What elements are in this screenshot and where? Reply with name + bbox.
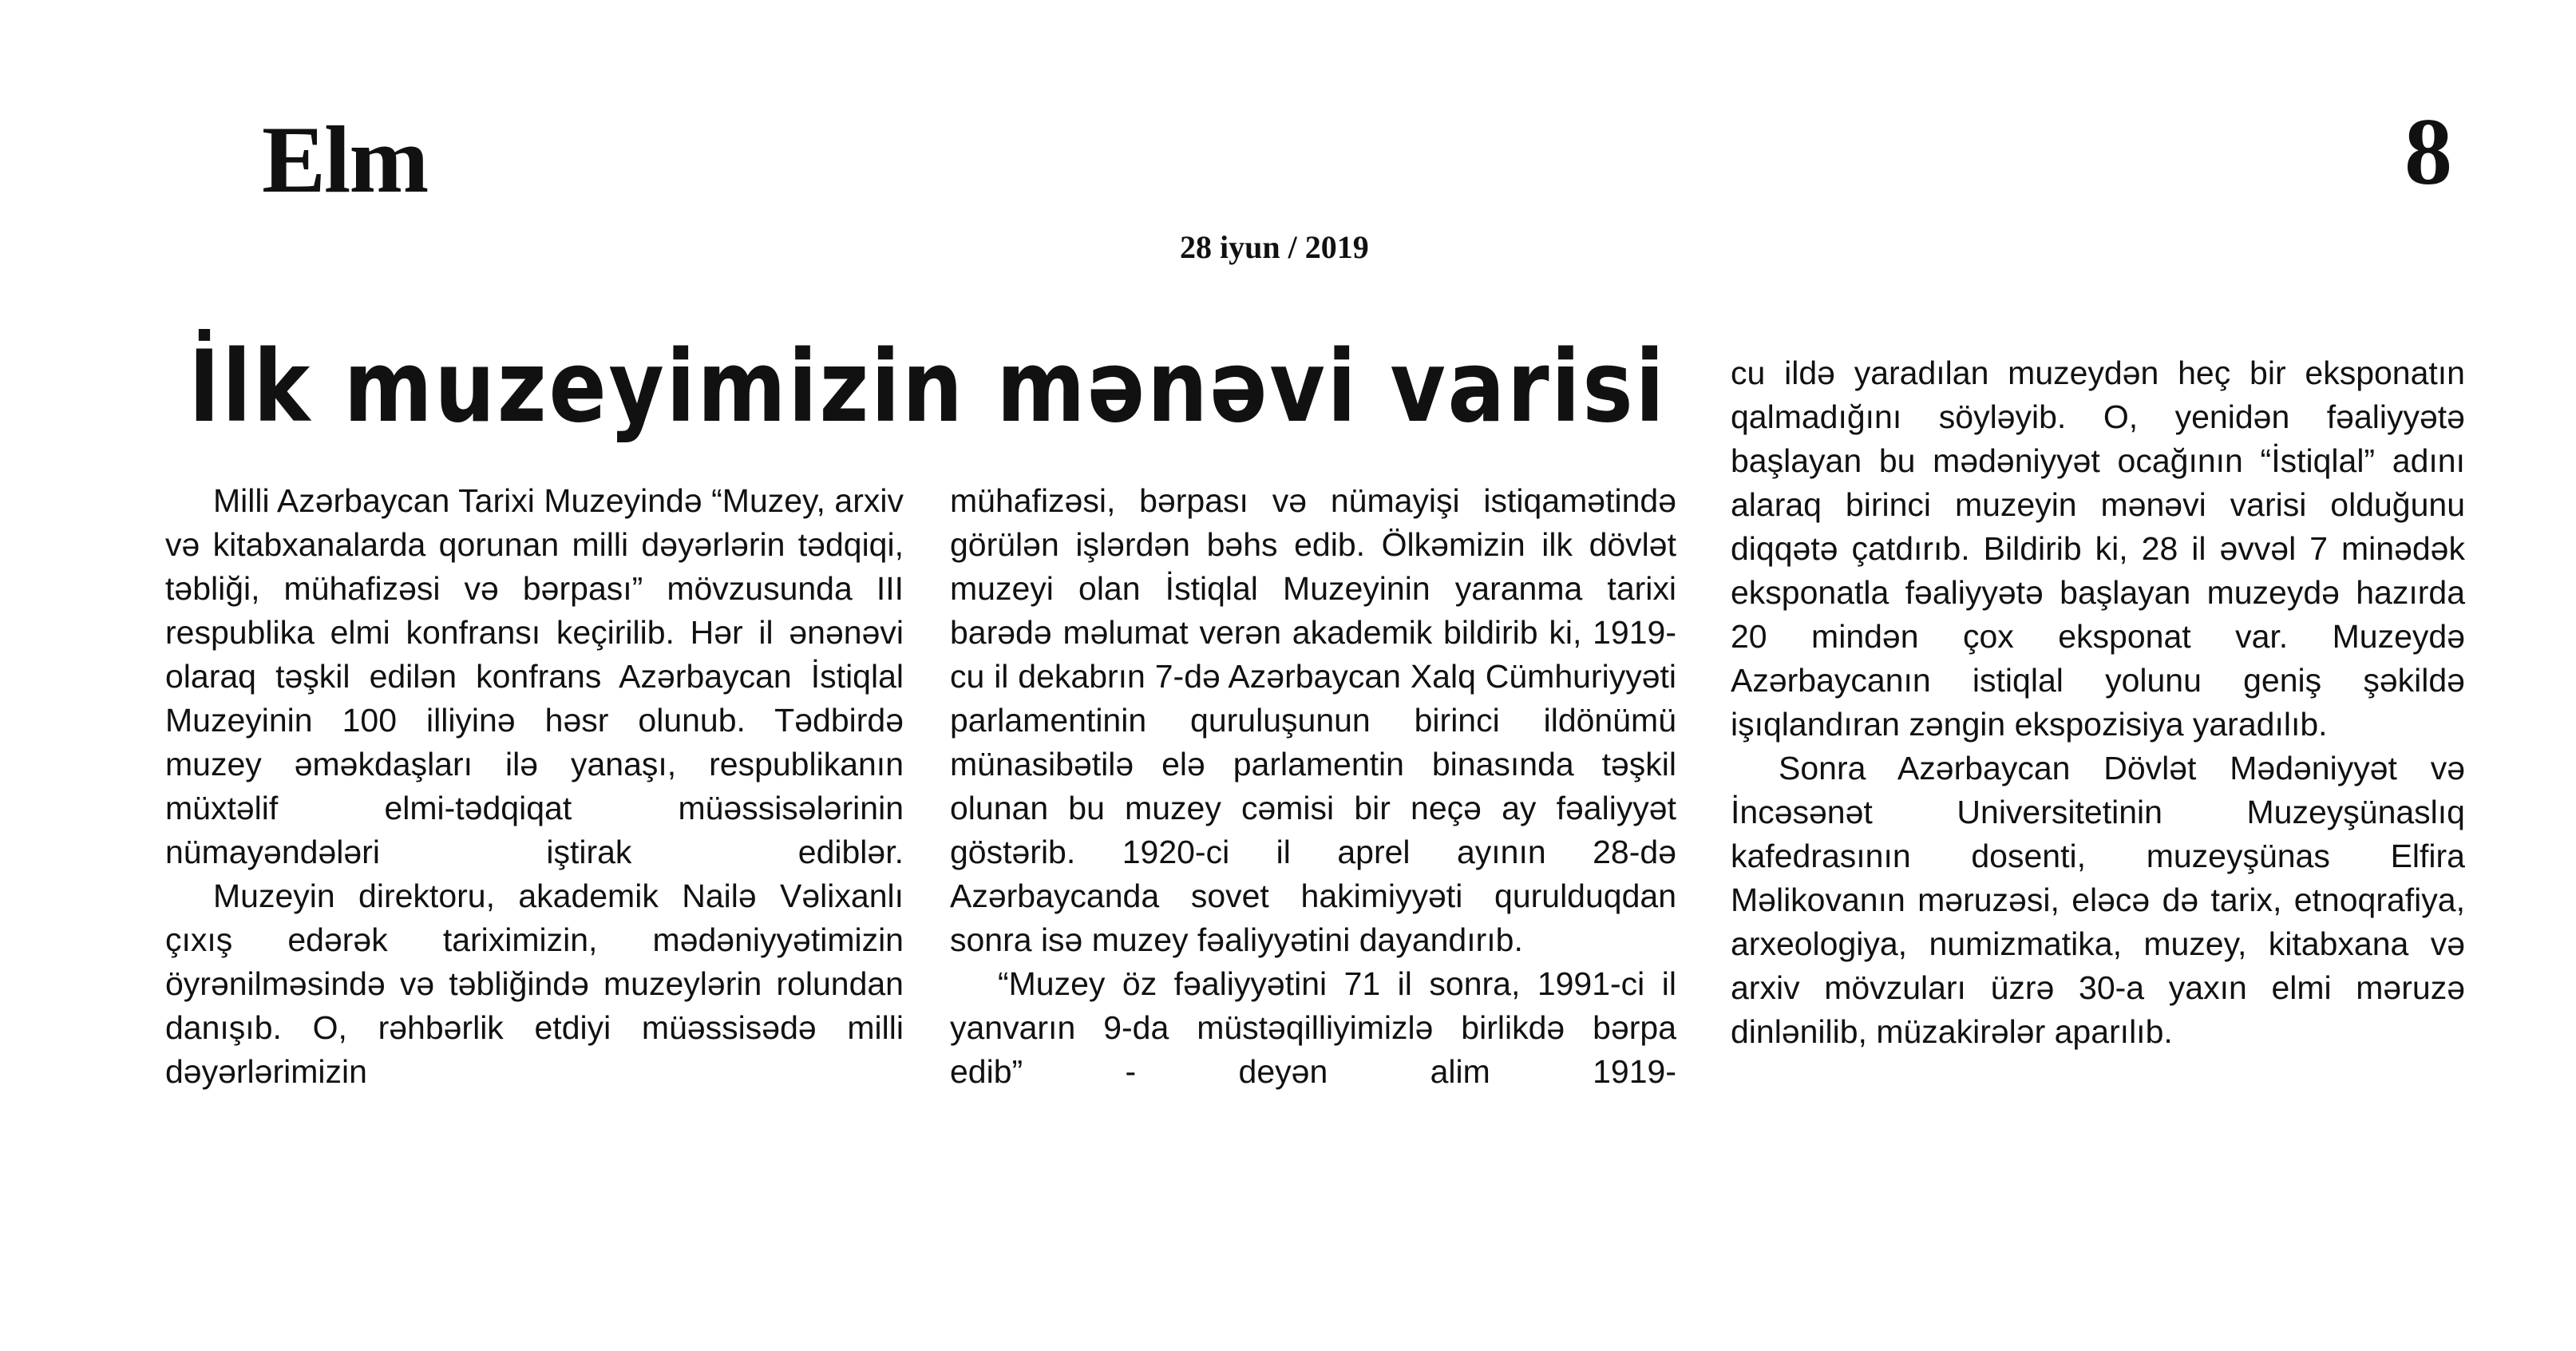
article-column-2: [950, 479, 1676, 1094]
section-name: Elm: [262, 106, 428, 212]
issue-date: 28 iyun / 2019: [1180, 229, 1369, 265]
article-headline: İlk muzeyimizin mənəvi varisi: [188, 330, 1667, 445]
article-paragraph: mühafizəsi, bərpası və nümayişi istiqamətində görülən işlərdən bəhs edib. Ölkəmizin ilk dövlət muzeyi olan İstiqlal Muzeyinin yaranma tarixi barədə məlumat verən akademik bildirib ki, 1919-cu il dekabrın 7-də Azərbaycan Xalq Cümhuriyyəti parlamentinin quruluşunun birinci ildönümü münasibətilə elə parlamentin binasında təşkil olunan bu muzey cəmisi bir neçə ay fəaliyyət göstərib. 1920-ci il aprel ayının 28-də Azərbaycanda sovet hakimiyyəti qurulduqdan sonra isə muzey fəaliyyətini dayandırıb.: [950, 482, 1676, 958]
page-number: 8: [2404, 98, 2452, 204]
article-paragraph: Milli Azərbaycan Tarixi Muzeyində “Muzey, arxiv və kitabxanalarda qorunan milli dəyərlərin tədqiqi, təbliği, mühafizəsi və bərpası” mövzusunda III respublika elmi konfransı keçirilib. Hər il ənənəvi olaraq təşkil edilən konfrans Azərbaycan İstiqlal Muzeyinin 100 illiyinə həsr olunub. Tədbirdə muzey əməkdaşları ilə yanaşı, respublikanın müxtəlif elmi-tədqiqat müəssisələrinin nümayəndələri iştirak ediblər.: [165, 482, 904, 870]
article-paragraph: “Muzey öz fəaliyyətini 71 il sonra, 1991-ci il yanvarın 9-da müstəqilliyimizlə birlikdə bərpa edib” - deyən alim 1919-: [950, 965, 1676, 1090]
article-paragraph: Sonra Azərbaycan Dövlət Mədəniyyət və İncəsənət Universitetinin Muzeyşünaslıq kafedrasının dosenti, muzeyşünas Elfira Məlikovanın məruzəsi, eləcə də tarix, etnoqrafiya, arxeologiya, numizmatika, muzey, kitabxana və arxiv mövzuları üzrə 30-a yaxın elmi məruzə dinlənilib, müzakirələr aparılıb.: [1731, 750, 2465, 1050]
article-column-1: [165, 479, 904, 1094]
article-paragraph: cu ildə yaradılan muzeydən heç bir eksponatın qalmadığını söyləyib. O, yenidən fəaliyyətə başlayan bu mədəniyyət ocağının “İstiqlal” adını alaraq birinci muzeyin mənəvi varisi olduğunu diqqətə çatdırıb. Bildirib ki, 28 il əvvəl 7 minədək eksponatla fəaliyyətə başlayan muzeydə hazırda 20 mindən çox eksponat var. Muzeydə Azərbaycanın istiqlal yolunu geniş şəkildə işıqlandıran zəngin ekspozisiya yaradılıb.: [1731, 355, 2465, 743]
article-column-3: [1731, 351, 2465, 1054]
article-paragraph: Muzeyin direktoru, akademik Nailə Vəlixanlı çıxış edərək tariximizin, mədəniyyətimizin öyrənilməsində və təbliğində muzeylərin rolundan danışıb. O, rəhbərlik etdiyi müəssisədə milli dəyərlərimizin: [165, 878, 904, 1090]
